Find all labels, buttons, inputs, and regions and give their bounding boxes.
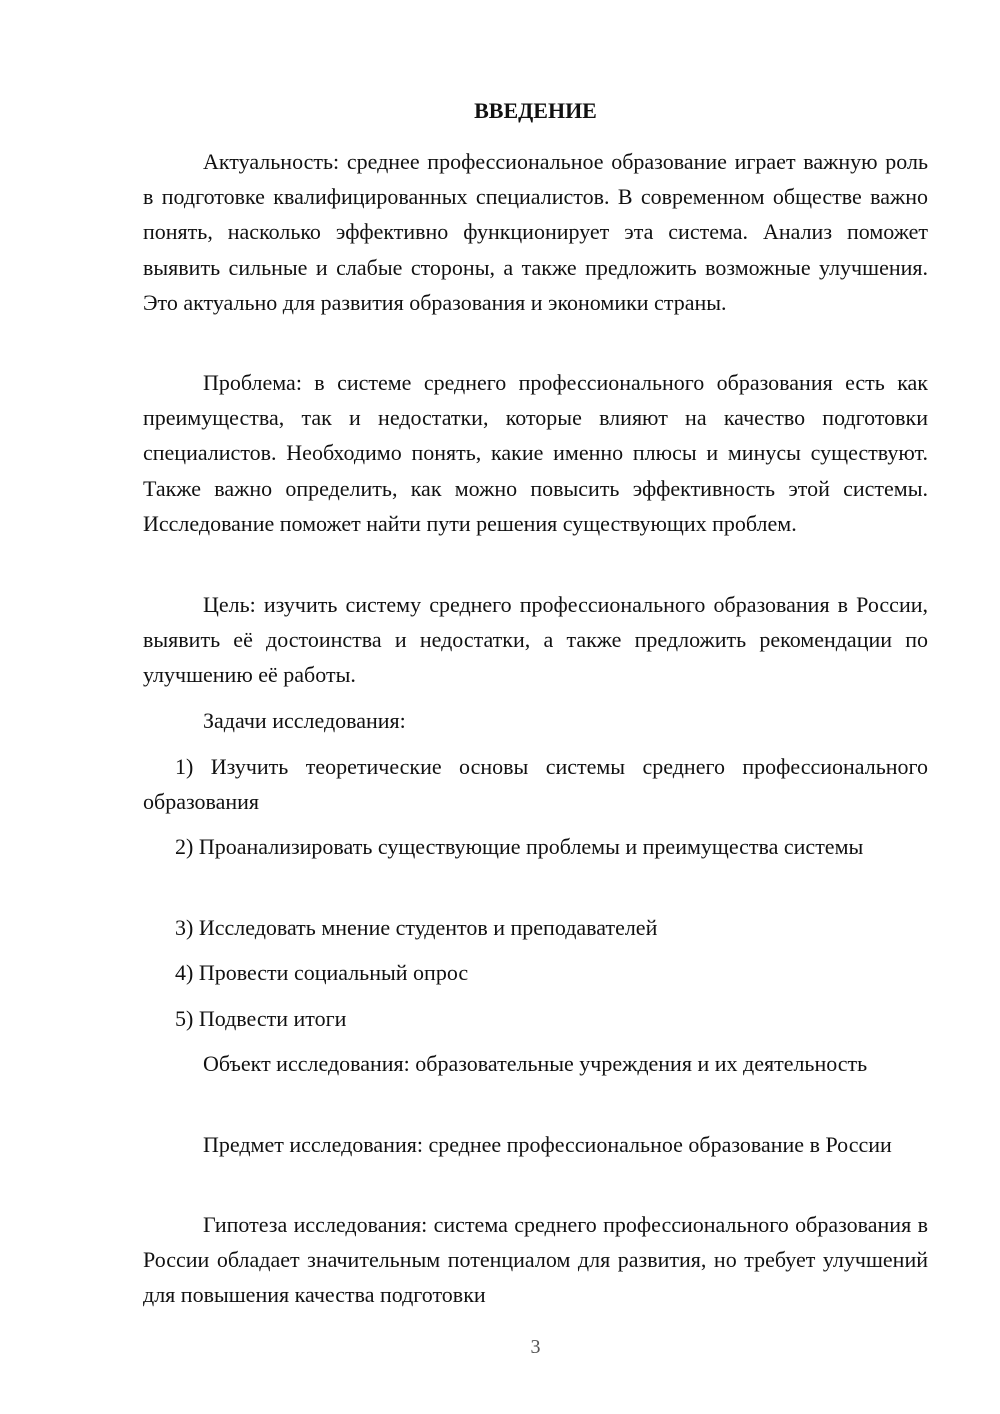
task-item-4: 4) Провести социальный опрос bbox=[175, 960, 469, 985]
page-number: 3 bbox=[530, 1336, 541, 1358]
research-subject-paragraph: Предмет исследования: среднее профессиональное образование в России bbox=[203, 1132, 892, 1157]
research-object-paragraph: Объект исследования: образовательные учреждения и их деятельность bbox=[203, 1051, 868, 1076]
goal-paragraph: Цель: изучить систему среднего профессионального образования в России, выявить её достоинства и недостатки, а также предложить рекомендации по улучшению её работы. bbox=[143, 592, 928, 688]
task-item-2: 2) Проанализировать существующие проблемы и преимущества системы bbox=[175, 834, 864, 859]
tasks-heading: Задачи исследования: bbox=[203, 708, 406, 733]
hypothesis-paragraph: Гипотеза исследования: система среднего профессионального образования в России обладает значительным потенциалом для развития, но требует улучшений для повышения качества подготовки bbox=[143, 1212, 928, 1308]
task-item-3: 3) Исследовать мнение студентов и преподавателей bbox=[175, 915, 658, 940]
task-item-5: 5) Подвести итоги bbox=[175, 1006, 347, 1031]
relevance-paragraph: Актуальность: среднее профессиональное образование играет важную роль в подготовке квалифицированных специалистов. В современном обществе важно понять, насколько эффективно функционирует эта система. Анализ поможет выявить сильные и слабые стороны, а также предложить возможные улучшения. Это актуально для развития образования и экономики страны. bbox=[143, 149, 928, 315]
section-title: ВВЕДЕНИЕ bbox=[474, 98, 597, 123]
problem-paragraph: Проблема: в системе среднего профессионального образования есть как преимущества, так и недостатки, которые влияют на качество подготовки специалистов. Необходимо понять, какие именно плюсы и минусы существуют. Также важно определить, как можно повысить эффективность этой системы. Исследование поможет найти пути решения существующих проблем. bbox=[143, 370, 928, 536]
task-item-1: 1) Изучить теоретические основы системы среднего профессионального образования bbox=[143, 754, 928, 815]
